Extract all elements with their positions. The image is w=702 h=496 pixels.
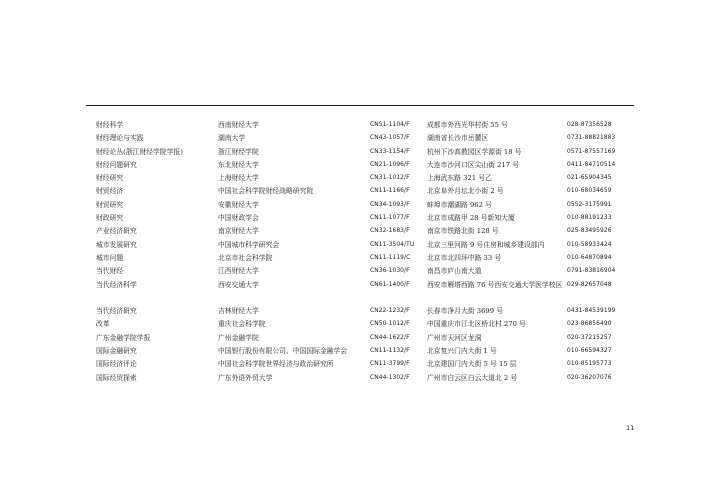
journal-phone: 023-86856490 [567, 321, 612, 328]
journal-cn-number: CN33-1154/F [370, 148, 410, 155]
journal-name: 财贸经济 [96, 187, 124, 196]
table-row [96, 172, 644, 185]
journal-name: 城市发展研究 [96, 240, 137, 249]
page-number: 11 [626, 424, 635, 432]
journal-organization: 浙江财经学院 [218, 147, 259, 156]
table-row [96, 252, 644, 265]
journal-cn-number: CN43-1057/F [370, 135, 410, 142]
table-row [96, 185, 644, 198]
journal-name: 产业经济研究 [96, 227, 137, 236]
journal-name: 国际经贸探索 [96, 373, 137, 382]
journal-phone: 029-82657048 [567, 281, 612, 288]
table-row [96, 305, 644, 318]
journal-address: 湖南省长沙市岳麓区 [427, 134, 489, 143]
journal-phone: 025-83495926 [567, 228, 612, 235]
table-row [96, 279, 644, 306]
journal-name: 财经问题研究 [96, 160, 137, 169]
journal-address: 北京复兴门内大街 1 号 [427, 347, 497, 356]
journal-organization: 中国城市科学研究会 [218, 240, 280, 249]
journal-address: 广州市天河区龙洞 [427, 333, 482, 342]
journal-address: 长春市净月大街 3699 号 [427, 307, 503, 316]
journal-cn-number: CN32-1683/F [370, 228, 410, 235]
journal-organization: 西安交通大学 [218, 280, 259, 289]
table-row [96, 212, 644, 225]
journal-name: 财经科学 [96, 121, 124, 129]
journal-organization: 中国社会科学院财经战略研究院 [218, 187, 314, 196]
journal-address: 北京建国门内大街 5 号 15 层 [427, 360, 517, 369]
journal-cn-number: CN11-3504/TU [370, 241, 415, 248]
journal-cn-number: CN44-1302/F [370, 374, 410, 381]
header-rule [86, 105, 634, 106]
journal-address: 大连市沙河口区尖山街 217 号 [427, 160, 520, 169]
journal-organization: 西南财经大学 [218, 121, 259, 129]
journal-phone: 0431-84539199 [567, 308, 616, 315]
journal-address: 蚌埠市潮湖路 962 号 [427, 200, 492, 209]
journal-cn-number: CN11-1119/C [370, 254, 411, 261]
journal-cn-number: CN22-1232/F [370, 308, 410, 315]
journal-name: 广东金融学院学报 [96, 333, 151, 342]
journal-organization: 中国财政学会 [218, 214, 259, 223]
journal-name: 当代财经 [96, 267, 124, 276]
journal-cn-number: CN34-1093/F [370, 201, 410, 208]
journal-address: 南京市铁路北街 128 号 [427, 227, 499, 236]
table-row [96, 318, 644, 331]
journal-organization: 东北财经大学 [218, 160, 259, 169]
journal-phone: 0571-87557169 [567, 148, 616, 155]
journal-cn-number: CN11-1077/F [370, 215, 410, 222]
journal-phone: 0411-84710514 [567, 161, 616, 168]
journal-name: 财经论丛(浙江财经学院学报) [96, 147, 183, 156]
journal-name: 当代经济研究 [96, 307, 137, 316]
journal-phone: 020-36207076 [567, 374, 612, 381]
table-row [96, 146, 644, 159]
journal-address: 北京市北四环中路 33 号 [427, 253, 502, 262]
journal-name: 财经理论与实践 [96, 134, 144, 143]
journal-organization: 南京财经大学 [218, 227, 259, 236]
journal-address: 杭州下沙高教园区学源街 18 号 [427, 147, 522, 156]
journal-organization: 广东外语外贸大学 [218, 373, 273, 382]
journal-address: 上海武东路 321 号乙 [427, 174, 492, 183]
journal-organization: 重庆社会科学院 [218, 320, 266, 329]
table-row [96, 239, 644, 252]
journal-organization: 湖南大学 [218, 134, 246, 143]
journal-phone: 010-85195773 [567, 361, 612, 368]
journal-phone: 010-68034659 [567, 188, 612, 195]
journal-phone: 028-87356528 [567, 122, 612, 128]
journal-address: 广州市白云区白云大道北 2 号 [427, 373, 518, 382]
table-row [96, 119, 644, 132]
journal-organization: 江西财经大学 [218, 267, 259, 276]
journal-cn-number: CN11-1166/F [370, 188, 410, 195]
journal-name: 财经研究 [96, 174, 124, 183]
table-row [96, 332, 644, 345]
journal-cn-number: CN61-1400/F [370, 281, 410, 288]
journal-address: 北京市成路甲 28 号新知大厦 [427, 214, 515, 223]
journal-phone: 010-88191233 [567, 215, 612, 222]
journal-organization: 吉林财经大学 [218, 307, 259, 316]
journal-cn-number: CN36-1030/F [370, 268, 410, 275]
journal-address: 成都市外西光华村街 55 号 [427, 121, 508, 129]
journal-organization: 上海财经大学 [218, 174, 259, 183]
journal-name: 改革 [96, 320, 110, 329]
table-row [96, 132, 644, 145]
journal-name: 国际金融研究 [96, 347, 137, 356]
journal-cn-number: CN51-1104/F [370, 122, 410, 128]
journal-organization: 北京市社会科学院 [218, 253, 273, 262]
journal-address: 西安市雁塔西路 76 号西安交通大学医学校区 [427, 280, 563, 289]
table-row [96, 372, 644, 385]
table-row [96, 358, 644, 371]
table-row [96, 345, 644, 358]
journal-address: 北京三里河路 9 号住房和城乡建设部内 [427, 240, 545, 249]
journal-cn-number: CN50-1012/F [370, 321, 410, 328]
journal-phone: 010-58933424 [567, 241, 612, 248]
journal-organization: 中国银行股份有限公司、中国国际金融学会 [218, 347, 348, 356]
table-row [96, 159, 644, 172]
journal-cn-number: CN21-1096/F [370, 161, 410, 168]
journal-phone: 010-66594327 [567, 348, 612, 355]
table-row [96, 199, 644, 212]
journal-phone: 0552-3175991 [567, 201, 612, 208]
journal-phone: 010-64870894 [567, 254, 612, 261]
journal-name: 国际经济评论 [96, 360, 137, 369]
journal-name: 财贸研究 [96, 200, 124, 209]
journal-phone: 021-65904345 [567, 175, 612, 182]
journal-phone: 0731-88821883 [567, 135, 616, 142]
journal-phone: 020-37215257 [567, 334, 612, 341]
journal-name: 当代经济科学 [96, 280, 137, 289]
journal-organization: 安徽财经大学 [218, 200, 259, 209]
journal-address: 北京阜外月坛北小街 2 号 [427, 187, 504, 196]
journal-address: 中国重庆市江北区桥北村 270 号 [427, 320, 526, 329]
journal-name: 城市问题 [96, 253, 124, 262]
journal-cn-number: CN44-1622/F [370, 334, 410, 341]
journal-table [96, 119, 644, 385]
journal-cn-number: CN11-1132/F [370, 348, 410, 355]
journal-organization: 中国社会科学院世界经济与政治研究所 [218, 360, 334, 369]
journal-phone: 0791-83816904 [567, 268, 616, 275]
journal-cn-number: CN31-1012/F [370, 175, 410, 182]
journal-organization: 广州金融学院 [218, 333, 259, 342]
journal-address: 南昌市庐山南大道 [427, 267, 482, 276]
table-row [96, 265, 644, 278]
journal-name: 财政研究 [96, 214, 124, 223]
table-row [96, 225, 644, 238]
journal-cn-number: CN11-3799/F [370, 361, 410, 368]
